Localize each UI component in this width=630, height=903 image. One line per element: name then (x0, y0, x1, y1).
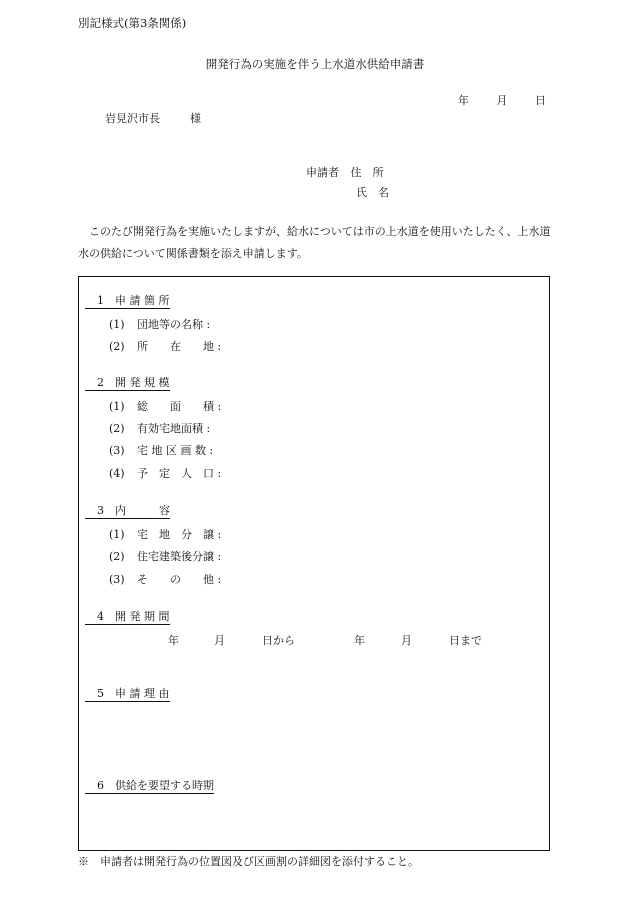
item-num: (1) (109, 528, 125, 541)
date-line (458, 95, 546, 106)
addressee (105, 113, 201, 124)
item-label: 団地等の名称 : (137, 318, 211, 331)
section-1-title: 1 申 請 箇 所 (85, 295, 170, 309)
section-3-item-1 (109, 529, 221, 540)
applicant-name-label: 氏 名 (356, 186, 389, 199)
item-num: (1) (109, 400, 125, 413)
footnote: ※ 申請者は開発行為の位置図及び区画割の詳細図を添付すること。 (78, 855, 419, 868)
date-month: 月 (496, 94, 508, 107)
addressee-name: 岩見沢市長 (105, 112, 160, 125)
period-start-year: 年 (168, 634, 179, 647)
period-start-day: 日から (262, 634, 295, 647)
item-num: (2) (109, 422, 125, 435)
addressee-honorific: 様 (190, 112, 201, 125)
period-end-month: 月 (401, 634, 412, 647)
section-2-item-2 (109, 423, 210, 434)
section-3-title: 3 内 容 (85, 505, 170, 519)
applicant-address-row (306, 167, 384, 178)
section-3-item-2 (109, 551, 221, 562)
item-label: そ の 他 : (137, 573, 222, 586)
item-num: (2) (109, 340, 125, 353)
item-label: 所 在 地 : (137, 340, 222, 353)
application-form-box (78, 276, 550, 851)
period-start-month: 月 (214, 634, 225, 647)
item-num: (3) (109, 573, 125, 586)
item-num: (2) (109, 550, 125, 563)
period-end-day: 日まで (449, 634, 482, 647)
section-1-item-1 (109, 319, 210, 330)
form-label: 別記様式(第3条関係) (78, 16, 187, 30)
date-day: 日 (535, 94, 546, 107)
section-2-title: 2 開 発 規 模 (85, 377, 170, 391)
applicant-role: 申請者 (306, 166, 339, 179)
section-1-item-2 (109, 341, 221, 352)
item-num: (4) (109, 467, 125, 480)
item-label: 住宅建築後分譲 : (137, 550, 222, 563)
item-label: 有効宅地面積 : (137, 422, 211, 435)
section-2-item-1 (109, 401, 221, 412)
date-year: 年 (458, 94, 469, 107)
period-end-year: 年 (354, 634, 365, 647)
section-3-item-3 (109, 574, 221, 585)
item-label: 予 定 人 口 : (137, 467, 222, 480)
section-2-item-3 (109, 445, 213, 456)
section-2-item-4 (109, 468, 221, 479)
item-num: (1) (109, 318, 125, 331)
section-4-title: 4 開 発 期 間 (85, 611, 170, 625)
item-label: 総 面 積 : (137, 400, 222, 413)
applicant-address-label: 住 所 (350, 166, 384, 179)
body-text: このたび開発行為を実施いたしますが、給水については市の上水道を使用いたしたく、上水道水の供給について関係書類を添え申請します。 (78, 225, 551, 260)
item-label: 宅 地 区 画 数 : (137, 444, 214, 457)
section-6-title: 6 供給を要望する時期 (85, 780, 214, 794)
document-title: 開発行為の実施を伴う上水道水供給申請書 (205, 57, 425, 71)
section-5-title: 5 申 請 理 由 (85, 688, 170, 702)
item-label: 宅 地 分 譲 : (137, 528, 222, 541)
item-num: (3) (109, 444, 125, 457)
